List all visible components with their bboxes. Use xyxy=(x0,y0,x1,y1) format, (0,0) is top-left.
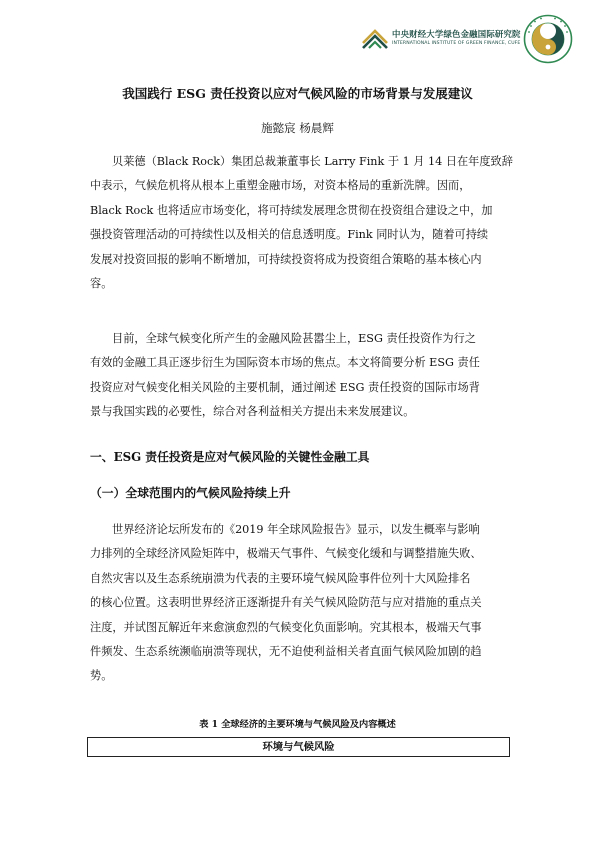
paragraph-line: 容。 xyxy=(90,276,113,290)
paper-authors: 施懿宸 杨晨辉 xyxy=(261,121,334,135)
paragraph-line: 世界经济论坛所发布的《2019 年全球风险报告》显示，以发生概率与影响 xyxy=(112,523,480,536)
institute-name-cn: 中央财经大学绿色金融国际研究院 xyxy=(392,29,521,39)
paragraph-global-risk xyxy=(90,518,510,689)
institute-seal-icon xyxy=(523,14,573,64)
paragraph-line: 投资应对气候变化相关风险的主要机制，通过阐述 ESG 责任投资的国际市场背 xyxy=(90,380,480,394)
paragraph-line: 发展对投资回报的影响不断增加，可持续投资将成为投资组合策略的基本核心内 xyxy=(90,252,482,266)
paragraph-line: 注度，并试图瓦解近年来愈演愈烈的气候变化负面影响。究其根本，极端天气事 xyxy=(90,620,482,634)
paragraph-line: 中表示，气候危机将从根本上重塑金融市场，对资本格局的重新洗牌。因而， xyxy=(90,179,471,193)
paragraph-line: 景与我国实践的必要性，综合对各利益相关方提出未来发展建议。 xyxy=(90,405,415,419)
paragraph-line: 目前，全球气候变化所产生的金融风险甚嚣尘上，ESG 责任投资作为行之 xyxy=(112,332,476,345)
section-heading: 一、ESG 责任投资是应对气候风险的关键性金融工具 xyxy=(90,450,370,464)
table-header-cell: 环境与气候风险 xyxy=(262,741,335,753)
paragraph-line: 强投资管理活动的可持续性以及相关的信息透明度。Fink 同时认为，随着可持续 xyxy=(90,228,489,242)
paragraph-intro xyxy=(90,150,513,296)
paragraph-line: 势。 xyxy=(90,669,113,683)
risk-table xyxy=(87,737,510,757)
paragraph-line: Black Rock 也将适应市场变化，将可持续发展理念贯彻在投资组合建设之中，加 xyxy=(90,203,493,217)
paragraph-purpose xyxy=(90,327,510,425)
subsection-heading: （一）全球范围内的气候风险持续上升 xyxy=(90,486,291,500)
paragraph-line: 有效的金融工具正逐步衍生为国际资本市场的焦点。本文将简要分析 ESG 责任 xyxy=(90,356,480,370)
paper-title: 我国践行 ESG 责任投资以应对气候风险的市场背景与发展建议 xyxy=(122,86,473,101)
paragraph-line: 力排列的全球经济风险矩阵中，极端天气事件、气候变化缓和与调整措施失败、 xyxy=(90,547,482,561)
paragraph-line: 件频发、生态系统濒临崩溃等现状，无不迫使利益相关者直面气候风险加剧的趋 xyxy=(90,644,482,658)
paragraph-line: 贝莱德（Black Rock）集团总裁兼董事长 Larry Fink 于 1 月 14 日在年度致辞 xyxy=(112,155,513,168)
institute-mark-icon xyxy=(362,28,388,50)
paragraph-line: 的核心位置。这表明世界经济正逐渐提升有关气候风险防范与应对措施的重点关 xyxy=(90,596,482,610)
institute-name-en: INTERNATIONAL INSTITUTE OF GREEN FINANCE, CUFE xyxy=(392,41,521,46)
paragraph-line: 自然灾害以及生态系统崩溃为代表的主要环境气候风险事件位列十大风险排名 xyxy=(90,571,471,585)
table-caption: 表 1 全球经济的主要环境与气候风险及内容概述 xyxy=(199,719,396,730)
institute-logo xyxy=(362,26,521,52)
